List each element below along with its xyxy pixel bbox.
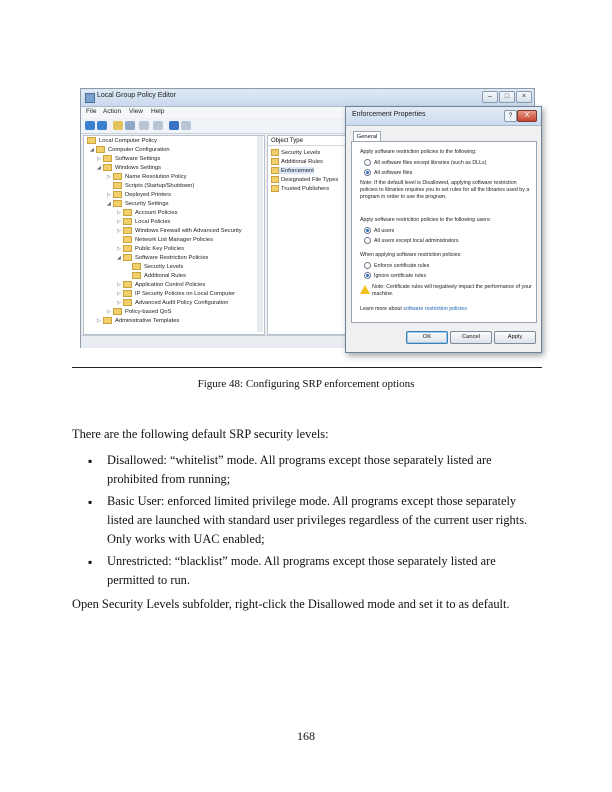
tree-item[interactable]: ▷ Application Control Policies: [117, 282, 206, 289]
export-icon[interactable]: [153, 121, 163, 130]
apply-button[interactable]: Apply: [494, 331, 536, 344]
tree-pane: [83, 135, 265, 335]
tree-item[interactable]: ◢ Software Restriction Policies: [117, 255, 209, 262]
properties-icon[interactable]: [139, 121, 149, 130]
folder-icon: [123, 299, 132, 306]
printer-icon: [113, 191, 122, 198]
gpedit-app-icon: [85, 93, 95, 103]
tree-item[interactable]: ▷ Software Settings: [97, 156, 161, 163]
folder-icon: [113, 173, 122, 180]
folder-icon: [123, 218, 132, 225]
apply-to-label: Apply software restriction policies to the following:: [360, 149, 477, 155]
tree-item[interactable]: ▷ IP Security Policies on Local Computer: [117, 291, 236, 298]
computer-icon: [96, 146, 105, 153]
qos-icon: [113, 308, 122, 315]
policy-icon: [271, 176, 279, 183]
policy-icon: [271, 167, 279, 174]
certificate-note: Note: Certificate rules will negatively impact the performance of your machine.: [372, 284, 532, 297]
tree-item[interactable]: Local Computer Policy: [87, 137, 157, 146]
policy-icon: [87, 137, 96, 144]
bullet-marker: ▪: [88, 555, 93, 569]
list-item[interactable]: Additional Rules: [271, 158, 323, 165]
menu-help[interactable]: Help: [151, 108, 165, 115]
folder-icon: [132, 263, 141, 270]
bullet-disallowed: Disallowed: “whitelist” mode. All programs except those separately listed are prohibited from running;: [107, 453, 492, 486]
folder-icon: [132, 272, 141, 279]
back-icon[interactable]: [85, 121, 95, 130]
tree-item[interactable]: ◢ Security Settings: [107, 201, 169, 208]
tree-scrollbar[interactable]: [257, 136, 263, 332]
cancel-button[interactable]: Cancel: [450, 331, 492, 344]
dialog-help-button[interactable]: ?: [504, 110, 517, 122]
help-icon[interactable]: [169, 121, 179, 130]
radio-all-users[interactable]: All users: [364, 227, 394, 234]
enforcement-properties-dialog: [345, 106, 542, 353]
folder-icon: [103, 164, 112, 171]
tree-item[interactable]: ▷ Deployed Printers: [107, 192, 172, 199]
security-icon: [113, 200, 122, 207]
tree-item[interactable]: ▷ Account Policies: [117, 210, 178, 217]
minimize-button[interactable]: –: [482, 91, 498, 103]
learn-more-text: Learn more about software restriction policies: [360, 306, 467, 312]
radio-enforce-certificate[interactable]: Enforce certificate rules: [364, 262, 429, 269]
tree-item[interactable]: Additional Rules: [132, 272, 186, 281]
tree-item[interactable]: ◢ Windows Settings: [97, 165, 162, 172]
show-tree-icon[interactable]: [125, 121, 135, 130]
view-icon[interactable]: [181, 121, 191, 130]
tree-item[interactable]: ▷ Name Resolution Policy: [107, 174, 187, 181]
menu-action[interactable]: Action: [103, 108, 122, 115]
radio-except-libraries[interactable]: All software files except libraries (such as DLLs): [364, 159, 486, 166]
tree-item[interactable]: ◢ Computer Configuration: [90, 147, 170, 154]
tree-item[interactable]: ▷ Local Policies: [117, 219, 171, 226]
window-title: Local Group Policy Editor: [97, 92, 176, 99]
folder-icon: [271, 149, 279, 156]
list-item[interactable]: Designated File Types: [271, 176, 338, 183]
maximize-button[interactable]: □: [499, 91, 515, 103]
srp-help-link[interactable]: software restriction policies: [403, 306, 467, 312]
up-folder-icon[interactable]: [113, 121, 123, 130]
radio-all-software-files[interactable]: All software files: [364, 169, 412, 176]
ok-button[interactable]: OK: [406, 331, 448, 344]
menu-view[interactable]: View: [129, 108, 143, 115]
folder-icon: [103, 317, 112, 324]
radio-ignore-certificate[interactable]: Ignore certificate rules: [364, 272, 426, 279]
folder-icon: [123, 227, 132, 234]
tree-item[interactable]: ▷ Public Key Policies: [117, 246, 184, 253]
figure-caption: Figure 48: Configuring SRP enforcement options: [197, 378, 415, 390]
tree-item[interactable]: Scripts (Startup/Shutdown): [107, 182, 194, 191]
intro-paragraph: There are the following default SRP security levels:: [72, 427, 329, 441]
bullet-basic-user: Basic User: enforced limited privilege mode. All programs except those separately listed are launched with standard user privileges regardless of the current user rights. Only works with UAC enabled;: [107, 494, 528, 546]
menu-file[interactable]: File: [86, 108, 97, 115]
dialog-close-button[interactable]: X: [517, 110, 537, 122]
folder-icon: [123, 236, 132, 243]
tree-item[interactable]: ▷ Policy-based QoS: [107, 309, 172, 316]
tree-item[interactable]: Network List Manager Policies: [117, 236, 213, 245]
folder-icon: [103, 155, 112, 162]
list-item[interactable]: Enforcement: [271, 167, 314, 174]
general-tab-panel: [351, 141, 537, 323]
certificate-label: When applying software restriction policies:: [360, 252, 462, 258]
folder-icon: [123, 245, 132, 252]
policy-icon: [271, 185, 279, 192]
window-titlebar: [81, 89, 534, 107]
list-item[interactable]: Trusted Publishers: [271, 185, 329, 192]
dialog-titlebar: [346, 107, 541, 126]
folder-icon: [123, 254, 132, 261]
bullet-unrestricted: Unrestricted: “blacklist” mode. All programs except those separately listed are permitted to run.: [107, 554, 496, 587]
bullet-marker: ▪: [88, 454, 93, 468]
folder-icon: [271, 158, 279, 165]
libraries-note: Note: If the default level is Disallowed, applying software restriction policies to libraries requires you to set rules for all the libraries used by a program in order to use the program.: [360, 180, 530, 200]
dialog-title: Enforcement Properties: [352, 111, 426, 118]
bullet-marker: ▪: [88, 495, 93, 509]
tree-item[interactable]: ▷ Administrative Templates: [97, 318, 180, 324]
ipsec-icon: [123, 290, 132, 297]
closing-paragraph: Open Security Levels subfolder, right-click the Disallowed mode and set it to as default.: [72, 597, 510, 611]
tree-item[interactable]: ▷ Windows Firewall with Advanced Security: [117, 228, 242, 235]
window-close-button[interactable]: ×: [516, 91, 532, 103]
radio-except-admins[interactable]: All users except local administrators: [364, 237, 459, 244]
folder-icon: [123, 209, 132, 216]
script-icon: [113, 182, 122, 189]
figure-rule: [72, 367, 542, 368]
tree-item[interactable]: Security Levels: [132, 263, 183, 272]
folder-icon: [123, 281, 132, 288]
warning-icon: [360, 285, 370, 294]
users-label: Apply software restriction policies to the following users:: [360, 217, 492, 223]
column-header-object-type[interactable]: Object Type: [268, 136, 358, 146]
list-item[interactable]: Security Levels: [271, 149, 320, 156]
figure-screenshot: [80, 88, 540, 358]
tree-item[interactable]: ▷ Advanced Audit Policy Configuration: [117, 300, 229, 307]
forward-icon[interactable]: [97, 121, 107, 130]
tab-general[interactable]: General: [353, 131, 381, 142]
page-number: 168: [297, 729, 315, 743]
